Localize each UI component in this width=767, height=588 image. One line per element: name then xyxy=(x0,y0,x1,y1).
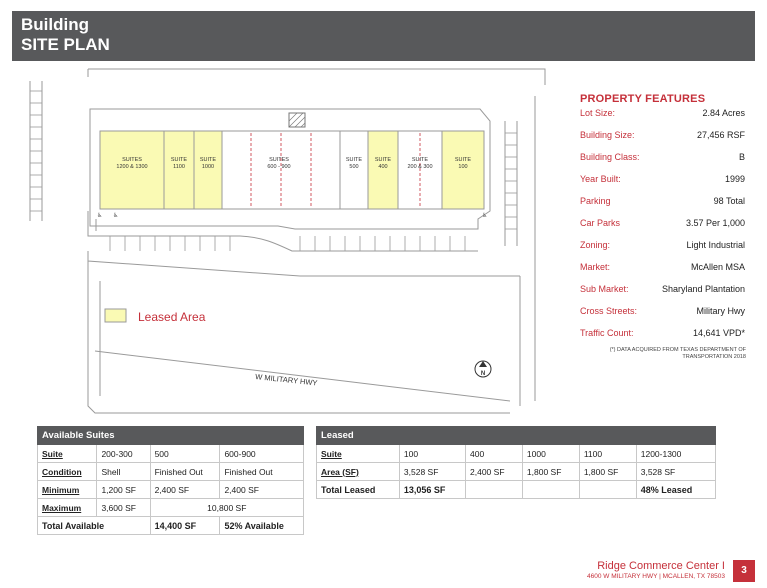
table-row xyxy=(38,463,304,481)
table-row xyxy=(38,499,304,517)
available-suites-table xyxy=(37,426,304,535)
total-value: 14,400 SF xyxy=(150,517,220,535)
suite-label-num: 600 - 900 xyxy=(267,164,291,170)
table-cell: 3,528 SF xyxy=(636,463,715,481)
feature-label: Sub Market: xyxy=(580,284,629,294)
table-row xyxy=(317,445,716,463)
suite-label-num: 1200 & 1300 xyxy=(116,164,148,170)
feature-value: McAllen MSA xyxy=(690,262,745,272)
table-title: Available Suites xyxy=(38,427,304,445)
accessible-parking-icon: ♿ xyxy=(113,212,119,219)
footnote-line: (*) DATA ACQUIRED FROM TEXAS DEPARTMENT OF xyxy=(609,347,746,353)
row-label: Area (SF) xyxy=(317,463,400,481)
suite-label-name: SUITE xyxy=(411,157,429,163)
property-features xyxy=(580,93,745,350)
accessible-parking-icon: ♿ xyxy=(97,212,103,219)
total-label: Total Leased xyxy=(317,481,400,499)
table-cell: 2,400 SF xyxy=(150,481,220,499)
suite-label-name: SUITE xyxy=(374,157,392,163)
row-label: Minimum xyxy=(38,481,97,499)
page-header xyxy=(12,11,755,61)
feature-label: Car Parks xyxy=(580,218,621,228)
suite-400 xyxy=(368,131,398,209)
feature-label: Lot Size: xyxy=(580,108,616,118)
table-row xyxy=(38,517,304,535)
street-label: W MILITARY HWY xyxy=(254,372,318,388)
feature-row xyxy=(580,240,745,262)
row-label: Suite xyxy=(38,445,97,463)
table-cell: 1,800 SF xyxy=(579,463,636,481)
table-cell: 3,600 SF xyxy=(97,499,150,517)
table-row xyxy=(317,463,716,481)
table-cell: Shell xyxy=(97,463,150,481)
feature-label: Building Size: xyxy=(580,130,635,140)
total-label: Total Available xyxy=(38,517,151,535)
feature-row xyxy=(580,174,745,196)
feature-value: 14,641 VPD* xyxy=(692,328,745,338)
row-label: Maximum xyxy=(38,499,97,517)
table-cell: 2,400 SF xyxy=(220,481,304,499)
features-footnote xyxy=(580,347,746,361)
feature-label: Zoning: xyxy=(580,240,611,250)
feature-label: Cross Streets: xyxy=(580,306,638,316)
feature-value: B xyxy=(738,152,745,162)
row-label: Suite xyxy=(317,445,400,463)
leased-legend-swatch xyxy=(105,309,126,322)
feature-label: Building Class: xyxy=(580,152,640,162)
table-cell xyxy=(522,481,579,499)
total-percent: 48% Leased xyxy=(636,481,715,499)
table-title: Leased xyxy=(317,427,716,445)
feature-label: Parking xyxy=(580,196,611,206)
leased-legend-label: Leased Area xyxy=(138,310,206,324)
feature-row xyxy=(580,262,745,284)
table-cell: 1,800 SF xyxy=(522,463,579,481)
suite-1100 xyxy=(164,131,194,209)
footnote-line: TRANSPORTATION 2018 xyxy=(682,354,746,360)
feature-value: 98 Total xyxy=(713,196,745,206)
feature-row xyxy=(580,130,745,152)
suite-label-num: 400 xyxy=(378,164,388,170)
suite-1000 xyxy=(194,131,222,209)
leased-table xyxy=(316,426,716,499)
table-row xyxy=(38,445,304,463)
feature-row xyxy=(580,218,745,240)
header-title-line2: SITE PLAN xyxy=(21,35,110,54)
table-cell xyxy=(579,481,636,499)
suite-label-name: SUITES xyxy=(122,157,142,163)
north-label: N xyxy=(480,371,486,377)
table-cell: 500 xyxy=(150,445,220,463)
suite-500 xyxy=(340,131,368,209)
table-row xyxy=(38,481,304,499)
table-cell: 600-900 xyxy=(220,445,304,463)
site-plan-drawing xyxy=(0,61,560,421)
site-plan xyxy=(0,61,560,421)
feature-value: Sharyland Plantation xyxy=(661,284,745,294)
row-label: Condition xyxy=(38,463,97,481)
total-value: 13,056 SF xyxy=(399,481,465,499)
suite-label-name: SUITE xyxy=(454,157,472,163)
feature-value: Light Industrial xyxy=(686,240,745,250)
table-cell: 1,200 SF xyxy=(97,481,150,499)
table-cell: 1100 xyxy=(579,445,636,463)
table-cell: 3,528 SF xyxy=(399,463,465,481)
table-cell: 1200-1300 xyxy=(636,445,715,463)
feature-row xyxy=(580,284,745,306)
table-cell: 10,800 SF xyxy=(150,499,303,517)
table-cell: 2,400 SF xyxy=(466,463,523,481)
feature-row xyxy=(580,196,745,218)
table-cell: 200-300 xyxy=(97,445,150,463)
suite-label-num: 200 & 300 xyxy=(407,164,433,170)
feature-label: Traffic Count: xyxy=(580,328,634,338)
table-cell: 400 xyxy=(466,445,523,463)
feature-value: 2.84 Acres xyxy=(702,108,745,118)
features-title: PROPERTY FEATURES xyxy=(580,93,706,105)
feature-row xyxy=(580,306,745,328)
suite-label-num: 1100 xyxy=(173,164,185,170)
suite-label-num: 1000 xyxy=(201,164,215,170)
table-cell: 1000 xyxy=(522,445,579,463)
feature-label: Market: xyxy=(580,262,611,272)
accessible-parking-icon: ♿ xyxy=(482,212,488,219)
suite-label-name: SUITE xyxy=(345,157,363,163)
table-cell xyxy=(466,481,523,499)
suite-label-name: SUITES xyxy=(269,157,289,163)
suite-label-name: SUITE xyxy=(199,157,217,163)
suite-label-num: 100 xyxy=(458,164,468,170)
table-row xyxy=(317,481,716,499)
header-title-line1: Building xyxy=(21,15,89,34)
suite-1200-1300 xyxy=(100,131,164,209)
feature-label: Year Built: xyxy=(580,174,621,184)
suite-label-num: 500 xyxy=(349,164,359,170)
page-number: 3 xyxy=(733,560,755,582)
feature-value: 27,456 RSF xyxy=(696,130,745,140)
feature-value: 3.57 Per 1,000 xyxy=(685,218,745,228)
table-cell: Finished Out xyxy=(150,463,220,481)
total-percent: 52% Available xyxy=(220,517,304,535)
feature-row xyxy=(580,108,745,130)
feature-value: 1999 xyxy=(724,174,745,184)
feature-value: Military Hwy xyxy=(696,306,745,316)
feature-row xyxy=(580,152,745,174)
suite-100 xyxy=(442,131,484,209)
footer-property-name: Ridge Commerce Center I xyxy=(597,560,725,572)
table-cell: 100 xyxy=(399,445,465,463)
suite-label-name: SUITE xyxy=(170,157,188,163)
table-cell: Finished Out xyxy=(220,463,304,481)
footer-address: 4600 W MILITARY HWY | MCALLEN, TX 78503 xyxy=(586,573,725,580)
